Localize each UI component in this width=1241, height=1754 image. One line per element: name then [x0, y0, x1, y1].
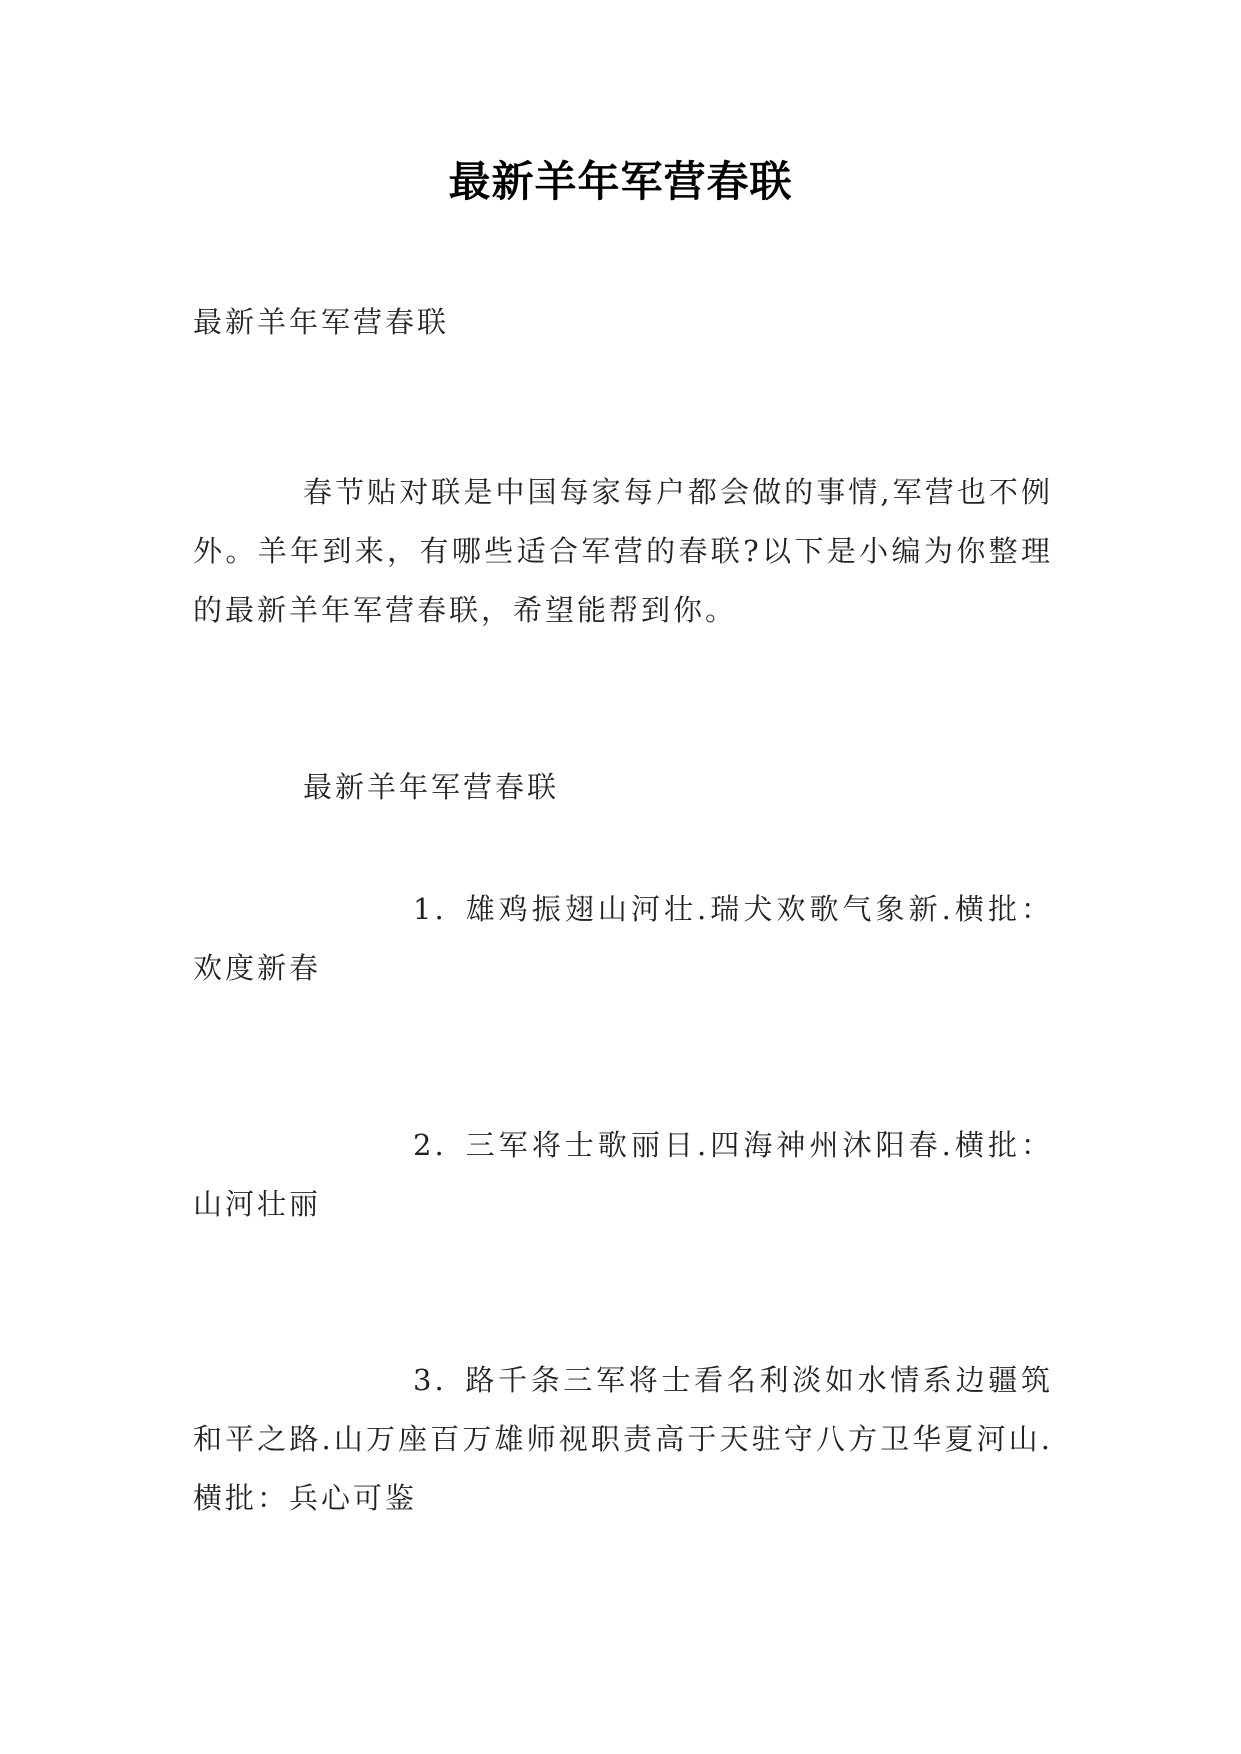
couplet-item-3	[193, 1351, 1053, 1528]
couplet-number: 1.	[413, 892, 447, 926]
document-title: 最新羊年军营春联	[448, 157, 793, 206]
couplet-text: 三军将士歌丽日.四海神州沐阳春.横批：山河壮丽	[193, 1128, 1053, 1221]
couplet-text: 路千条三军将士看名利淡如水情系边疆筑和平之路.山万座百万雄师视职责高于天驻守八方卫华夏河山.横批：兵心可鉴	[193, 1363, 1053, 1515]
couplet-text: 雄鸡振翅山河壮.瑞犬欢歌气象新.横批：欢度新春	[193, 892, 1053, 985]
couplet-item-2	[193, 1116, 1053, 1234]
document-subtitle: 最新羊年军营春联	[193, 305, 450, 339]
couplet-number: 2.	[413, 1128, 447, 1162]
intro-paragraph: 春节贴对联是中国每家每户都会做的事情,军营也不例外。羊年到来，有哪些适合军营的春联?以下是小编为你整理的最新羊年军营春联，希望能帮到你。	[193, 475, 1053, 627]
couplet-number: 3.	[413, 1363, 447, 1397]
couplet-item-1	[193, 880, 1053, 998]
section-heading: 最新羊年军营春联	[303, 770, 560, 804]
